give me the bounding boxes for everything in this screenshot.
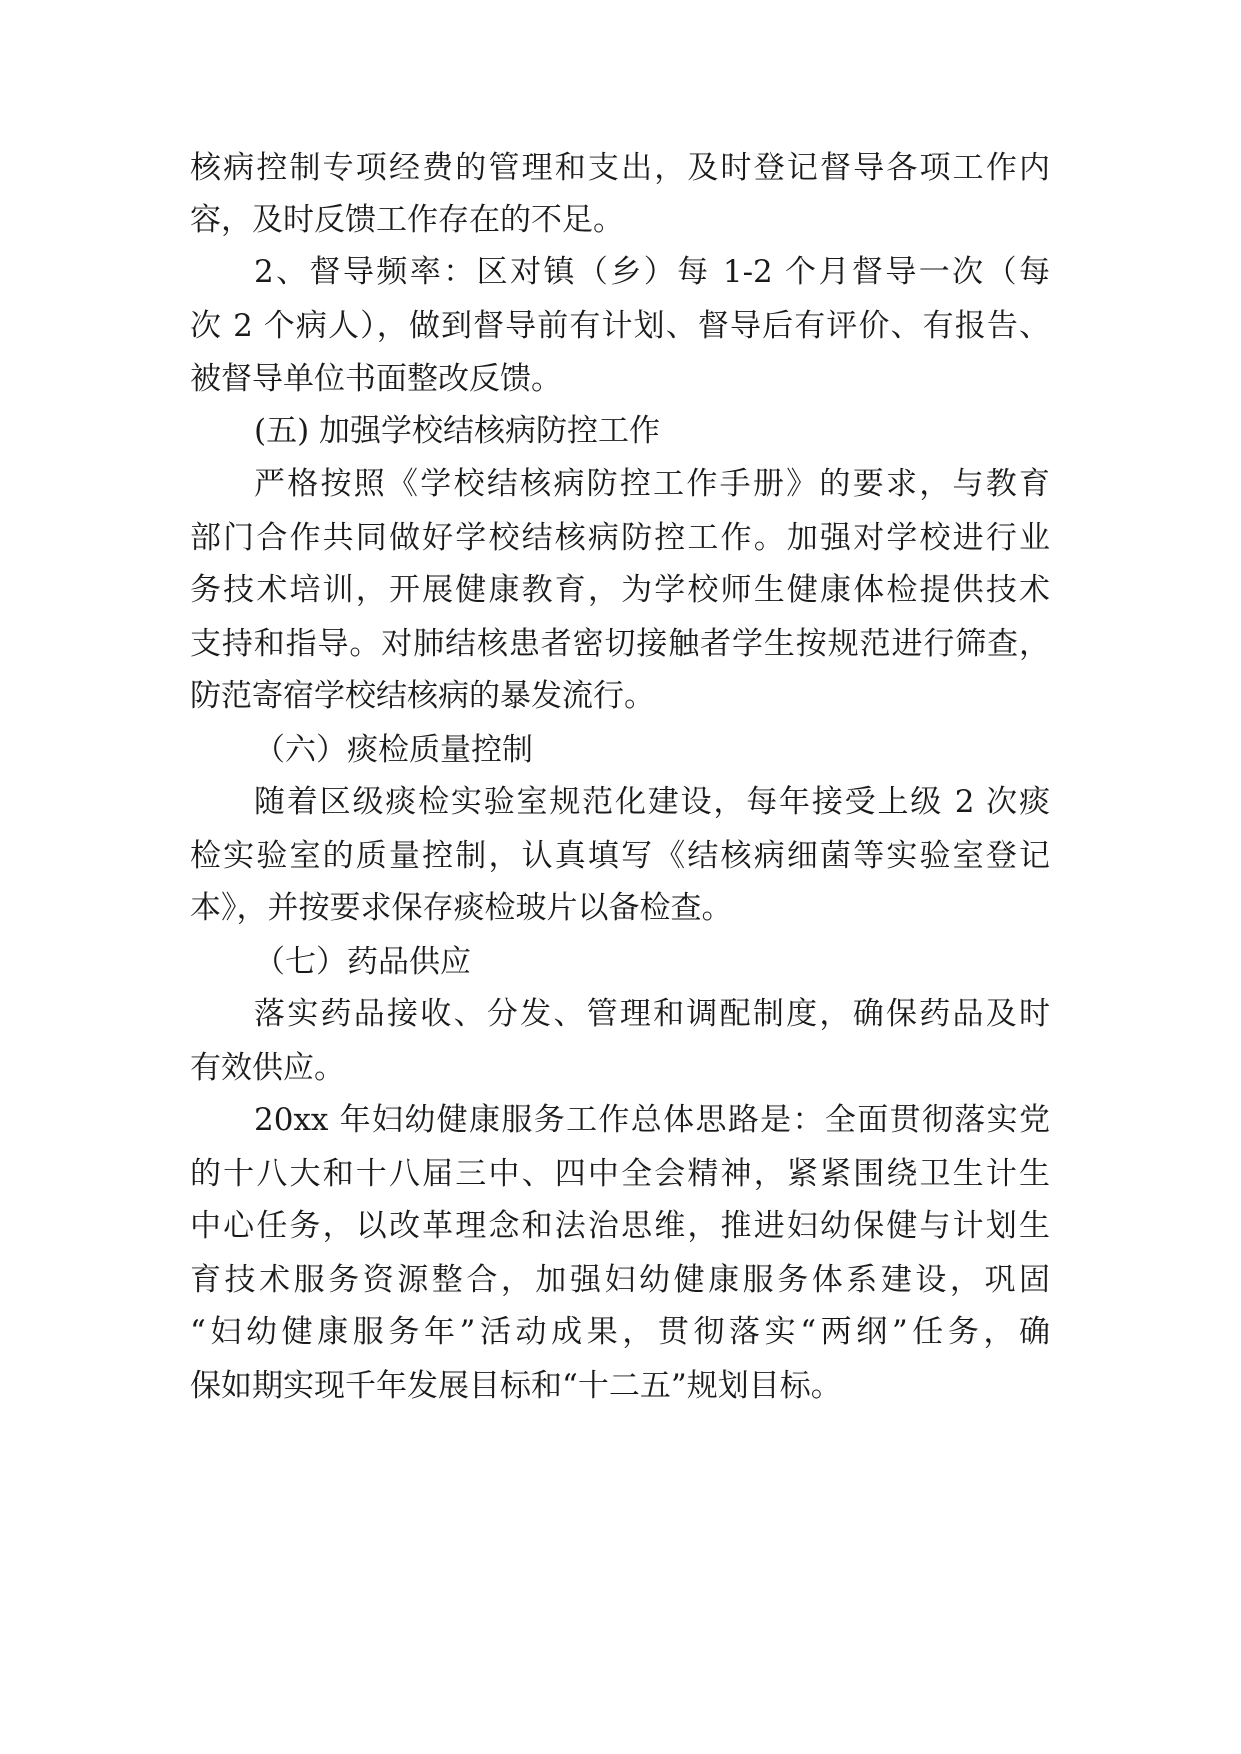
paragraph-line: 中心任务，以改革理念和法治思维，推进妇幼保健与计划生 xyxy=(190,1208,1050,1244)
paragraph-line: 部门合作共同做好学校结核病防控工作。加强对学校进行业 xyxy=(190,520,1050,556)
paragraph-line: 检实验室的质量控制，认真填写《结核病细菌等实验室登记 xyxy=(190,838,1050,874)
paragraph-line: 保如期实现千年发展目标和“十二五”规划目标。 xyxy=(190,1368,842,1404)
section-heading: (五) 加强学校结核病防控工作 xyxy=(254,413,661,449)
paragraph-line: 严格按照《学校结核病防控工作手册》的要求，与教育 xyxy=(254,466,1050,502)
section-heading: （七）药品供应 xyxy=(254,944,471,980)
paragraph-line: 次 2 个病人），做到督导前有计划、督导后有评价、有报告、 xyxy=(190,308,1050,344)
paragraph-line: 被督导单位书面整改反馈。 xyxy=(190,361,562,397)
paragraph-line: 核病控制专项经费的管理和支出，及时登记督导各项工作内 xyxy=(190,150,1050,186)
section-heading: （六）痰检质量控制 xyxy=(254,732,533,768)
paragraph-line: 容，及时反馈工作存在的不足。 xyxy=(190,202,624,238)
paragraph-line: “妇幼健康服务年”活动成果，贯彻落实“两纲”任务，确 xyxy=(190,1314,1050,1350)
paragraph-line: 支持和指导。对肺结核患者密切接触者学生按规范进行筛查， xyxy=(190,626,1050,662)
paragraph-line: 随着区级痰检实验室规范化建设，每年接受上级 2 次痰 xyxy=(254,784,1050,820)
paragraph-line: 20xx 年妇幼健康服务工作总体思路是：全面贯彻落实党 xyxy=(254,1102,1050,1138)
paragraph-line: 防范寄宿学校结核病的暴发流行。 xyxy=(190,678,655,714)
paragraph-line: 的十八大和十八届三中、四中全会精神，紧紧围绕卫生计生 xyxy=(190,1156,1050,1192)
paragraph-line: 育技术服务资源整合，加强妇幼健康服务体系建设，巩固 xyxy=(190,1262,1050,1298)
paragraph-line: 落实药品接收、分发、管理和调配制度，确保药品及时 xyxy=(254,996,1050,1032)
paragraph-line: 有效供应。 xyxy=(190,1050,345,1086)
paragraph-line: 2、督导频率：区对镇（乡）每 1-2 个月督导一次（每 xyxy=(254,254,1050,290)
paragraph-line: 务技术培训，开展健康教育，为学校师生健康体检提供技术 xyxy=(190,572,1050,608)
paragraph-line: 本》，并按要求保存痰检玻片以备检查。 xyxy=(190,890,733,926)
